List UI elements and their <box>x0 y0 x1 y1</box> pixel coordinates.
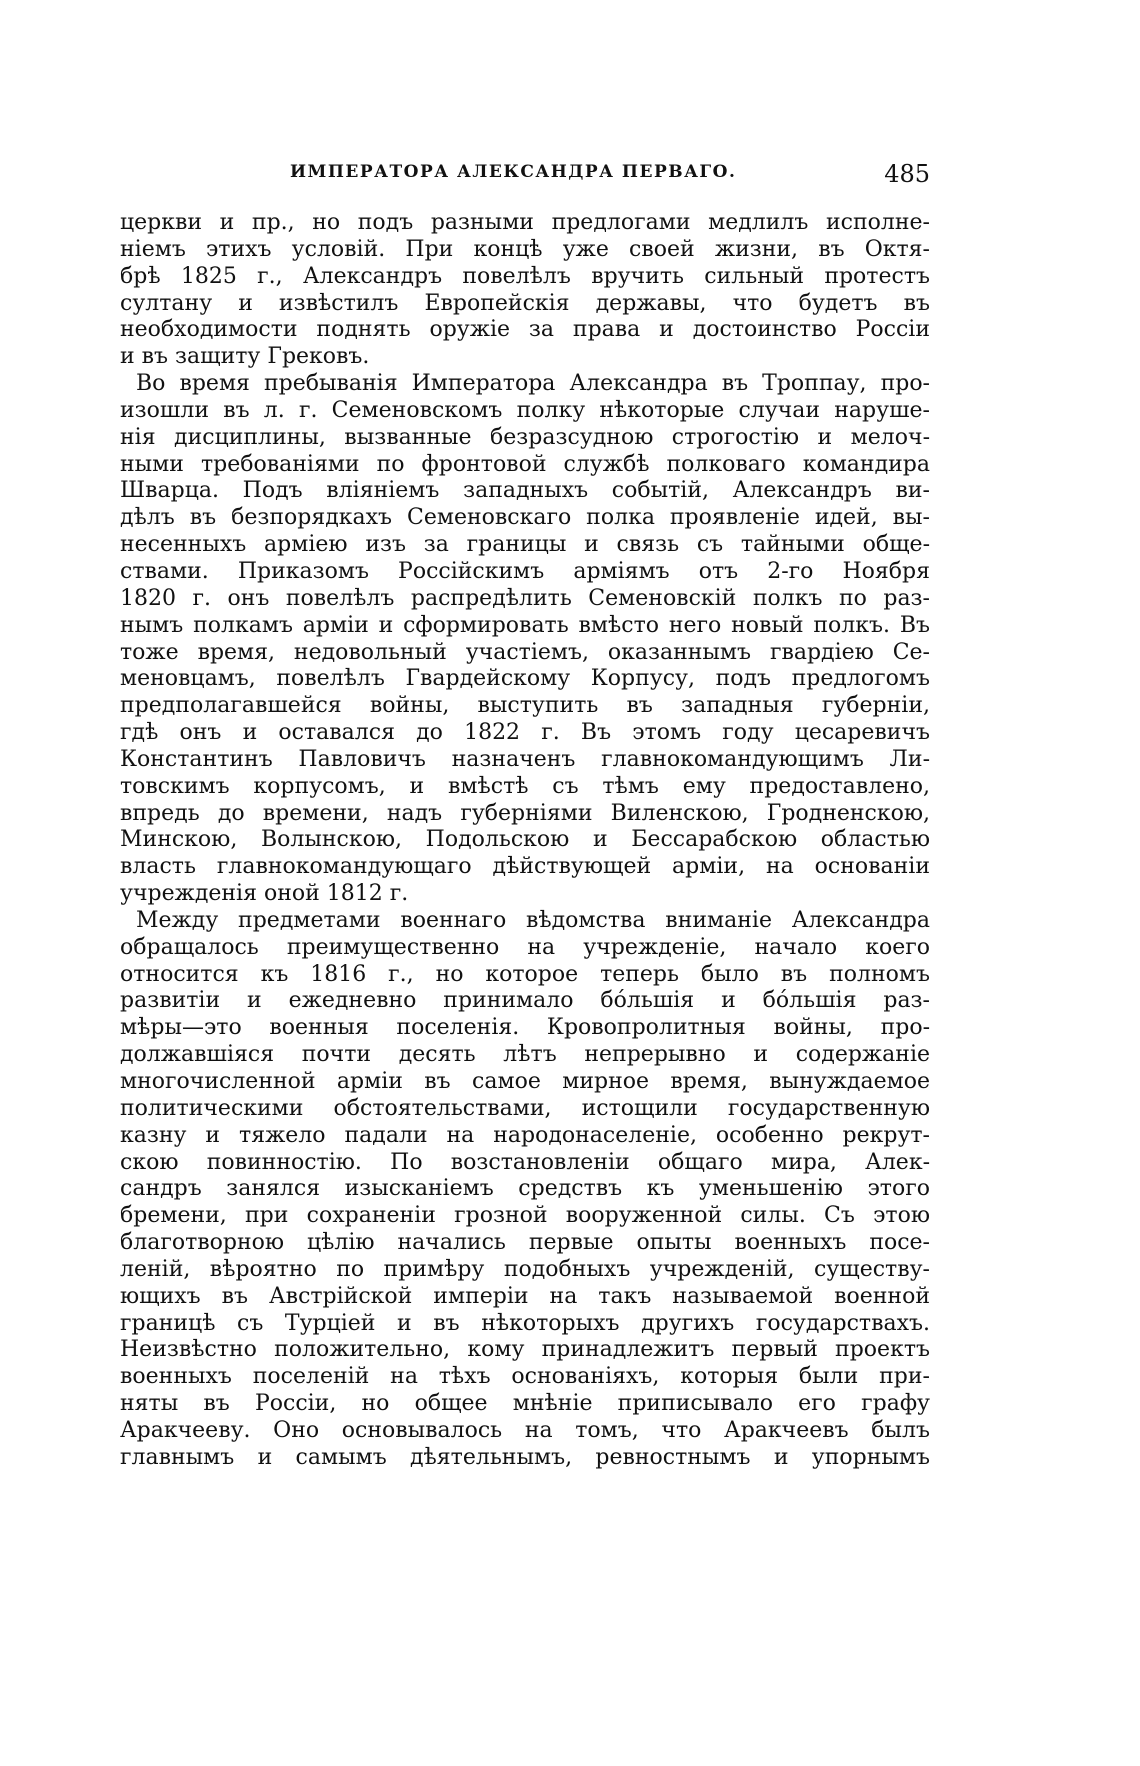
text-line: относится къ 1816 г., но которое теперь было въ полномъ <box>120 961 930 987</box>
text-line: предполагавшейся войны, выступить въ западныя губерніи, <box>120 693 930 719</box>
text-line: обращалось преимущественно на учрежденіе, начало коего <box>120 934 930 960</box>
text-line: должавшіяся почти десять лѣтъ непрерывно и содержаніе <box>120 1042 930 1068</box>
text-line: изошли въ л. г. Семеновскомъ полку нѣкоторые случаи наруше- <box>120 397 930 423</box>
text-line: брѣ 1825 г., Александръ повелѣлъ вручить сильный протестъ <box>120 263 930 289</box>
text-line: султану и извѣстилъ Европейскія державы, что будетъ въ <box>120 290 930 316</box>
text-line: сандръ занялся изысканіемъ средствъ къ уменьшенію этого <box>120 1176 930 1202</box>
text-line: товскимъ корпусомъ, и вмѣстѣ съ тѣмъ ему предоставлено, <box>120 773 930 799</box>
page-number: 485 <box>884 160 930 188</box>
text-line: Во время пребыванія Императора Александра въ Троппау, про- <box>136 371 930 397</box>
text-line: казну и тяжело падали на народонаселеніе, особенно рекрут- <box>120 1122 930 1148</box>
text-line: и въ защиту Грековъ. <box>120 344 370 370</box>
text-line: церкви и пр., но подъ разными предлогами медлилъ исполне- <box>120 210 930 235</box>
text-line: политическими обстоятельствами, истощили государственную <box>120 1095 930 1121</box>
text-line: Минскою, Волынскою, Подольскою и Бессарабскою областью <box>120 827 930 853</box>
text-line: бремени, при сохраненіи грозной вооруженной силы. Съ этою <box>120 1203 930 1229</box>
text-line: тоже время, недовольный участіемъ, оказаннымъ гвардіею Се- <box>120 639 930 665</box>
text-line: необходимости поднять оружіе за права и достоинство Россіи <box>120 317 930 343</box>
text-line: Между предметами военнаго вѣдомства вниманіе Александра <box>136 907 930 933</box>
text-line: власть главнокомандующаго дѣйствующей арміи, на основаніи <box>120 854 930 880</box>
text-line: Шварца. Подъ вліяніемъ западныхъ событій, Александръ ви- <box>120 478 930 504</box>
text-line: Неизвѣстно положительно, кому принадлежитъ первый проектъ <box>120 1337 930 1363</box>
text-line: военныхъ поселеній на тѣхъ основаніяхъ, которыя были при- <box>120 1364 930 1390</box>
text-line: многочисленной арміи въ самое мирное время, вынуждаемое <box>120 1069 930 1094</box>
text-line: мѣры—это военныя поселенія. Кровопролитныя войны, про- <box>120 1015 930 1041</box>
text-line: гдѣ онъ и оставался до 1822 г. Въ этомъ году цесаревичъ <box>120 720 930 746</box>
text-line: Константинъ Павловичъ назначенъ главнокомандующимъ Ли- <box>120 746 930 772</box>
text-line: благотворною цѣлію начались первые опыты военныхъ посе- <box>120 1230 930 1256</box>
text-line: скою повинностію. По возстановленіи общаго мира, Алек- <box>120 1149 930 1175</box>
text-line: ствами. Приказомъ Россійскимъ арміямъ отъ 2-го Ноября <box>120 558 930 584</box>
text-line: ющихъ въ Австрійской имперіи на такъ называемой военной <box>120 1283 930 1309</box>
text-line: дѣлъ въ безпорядкахъ Семеновскаго полка проявленіе идей, вы- <box>120 505 930 531</box>
text-line: границѣ съ Турціей и въ нѣкоторыхъ другихъ государствахъ. <box>120 1310 930 1336</box>
text-line: несенныхъ арміею изъ за границы и связь съ тайными обще- <box>120 532 930 558</box>
text-line: ніемъ этихъ условій. При концѣ уже своей жизни, въ Октя- <box>120 236 930 262</box>
text-line: ными требованіями по фронтовой службѣ полковаго командира <box>120 451 930 477</box>
text-line: леній, вѣроятно по примѣру подобныхъ учрежденій, существу- <box>120 1256 930 1282</box>
text-line: Аракчееву. Оно основывалось на томъ, что Аракчеевъ былъ <box>120 1417 930 1443</box>
running-title: ИМПЕРАТОРА АЛЕКСАНДРА ПЕРВАГО. <box>290 162 737 182</box>
text-line: нымъ полкамъ арміи и сформировать вмѣсто него новый полкъ. Въ <box>120 612 930 638</box>
text-line: 1820 г. онъ повелѣлъ распредѣлить Семеновскій полкъ по раз- <box>120 585 930 611</box>
text-line: главнымъ и самымъ дѣятельнымъ, ревностнымъ и упорнымъ <box>120 1444 930 1470</box>
text-line: меновцамъ, повелѣлъ Гвардейскому Корпусу, подъ предлогомъ <box>120 666 930 692</box>
body-text <box>120 210 930 1472</box>
text-line: впредь до времени, надъ губерніями Виленскою, Гродненскою, <box>120 800 930 826</box>
page-header <box>290 162 930 196</box>
text-line: развитіи и ежедневно принимало бóльшія и бóльшія раз- <box>120 988 930 1014</box>
text-line: няты въ Россіи, но общее мнѣніе приписывало его графу <box>120 1391 930 1417</box>
text-line: учрежденія оной 1812 г. <box>120 881 409 907</box>
text-line: нія дисциплины, вызванные безразсудною строгостію и мелоч- <box>120 424 930 450</box>
